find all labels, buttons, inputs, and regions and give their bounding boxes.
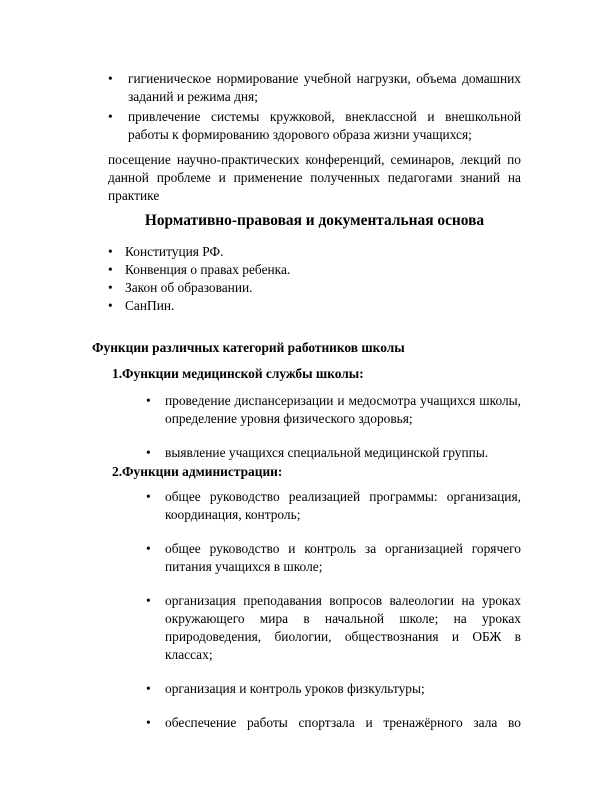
bullet-icon: • bbox=[108, 109, 113, 124]
list-item-text: организация преподавания вопросов валеологии на уроках окружающего мира в начальной школе; на уроках природоведения, биологии, обществознания и ОБЖ в классах; bbox=[165, 593, 521, 662]
administration-list bbox=[146, 488, 521, 732]
bullet-icon: • bbox=[108, 244, 113, 259]
list-item bbox=[146, 392, 521, 428]
bullet-icon: • bbox=[108, 298, 113, 313]
list-item bbox=[108, 279, 521, 297]
list-item-text: гигиеническое нормирование учебной нагрузки, объема домашних заданий и режима дня; bbox=[128, 71, 521, 104]
list-item-text: обеспечение работы спортзала и тренажёрного зала во bbox=[165, 715, 521, 730]
list-item-text: общее руководство реализацией программы: организация, координация, контроль; bbox=[165, 489, 521, 522]
list-item-text: Закон об образовании. bbox=[125, 280, 253, 295]
list-item-text: Конституция РФ. bbox=[125, 244, 224, 259]
list-item bbox=[108, 297, 521, 315]
bullet-icon: • bbox=[146, 393, 151, 408]
bullet-icon: • bbox=[146, 445, 151, 460]
bullet-icon: • bbox=[146, 489, 151, 504]
bullet-icon: • bbox=[146, 593, 151, 608]
list-item-text: выявление учащихся специальной медицинской группы. bbox=[165, 445, 489, 460]
list-item-text: проведение диспансеризации и медосмотра учащихся школы, определение уровня физического здоровья; bbox=[165, 393, 521, 426]
bullet-icon: • bbox=[146, 681, 151, 696]
functions-heading: Функции различных категорий работников школы bbox=[92, 340, 405, 355]
administration-heading: 2.Функции администрации: bbox=[112, 464, 283, 479]
list-item-text: СанПин. bbox=[125, 298, 175, 313]
conference-paragraph: посещение научно-практических конференций, семинаров, лекций по данной проблеме и применение полученных педагогами знаний на практике bbox=[108, 152, 521, 203]
list-item-text: общее руководство и контроль за организацией горячего питания учащихся в школе; bbox=[165, 541, 521, 574]
list-item bbox=[146, 488, 521, 524]
list-item bbox=[108, 70, 521, 106]
list-item bbox=[108, 243, 521, 261]
bullet-icon: • bbox=[108, 71, 113, 86]
list-item bbox=[146, 680, 521, 698]
list-item-text: организация и контроль уроков физкультуры; bbox=[165, 681, 425, 696]
list-item-text: привлечение системы кружковой, внеклассной и внешкольной работы к формированию здорового образа жизни учащихся; bbox=[128, 109, 521, 142]
list-item bbox=[146, 444, 521, 462]
list-item bbox=[108, 261, 521, 279]
list-item-text: Конвенция о правах ребенка. bbox=[125, 262, 291, 277]
medical-heading: 1.Функции медицинской службы школы: bbox=[112, 366, 364, 381]
list-item bbox=[146, 592, 521, 664]
hygiene-list bbox=[108, 70, 521, 144]
bullet-icon: • bbox=[108, 280, 113, 295]
list-item bbox=[108, 108, 521, 144]
bullet-icon: • bbox=[146, 715, 151, 730]
legal-basis-heading: Нормативно-правовая и документальная основа bbox=[144, 212, 485, 229]
bullet-icon: • bbox=[108, 262, 113, 277]
bullet-icon: • bbox=[146, 541, 151, 556]
list-item bbox=[146, 540, 521, 576]
list-item bbox=[146, 714, 521, 732]
legal-basis-list bbox=[108, 243, 521, 315]
medical-list bbox=[146, 392, 521, 462]
